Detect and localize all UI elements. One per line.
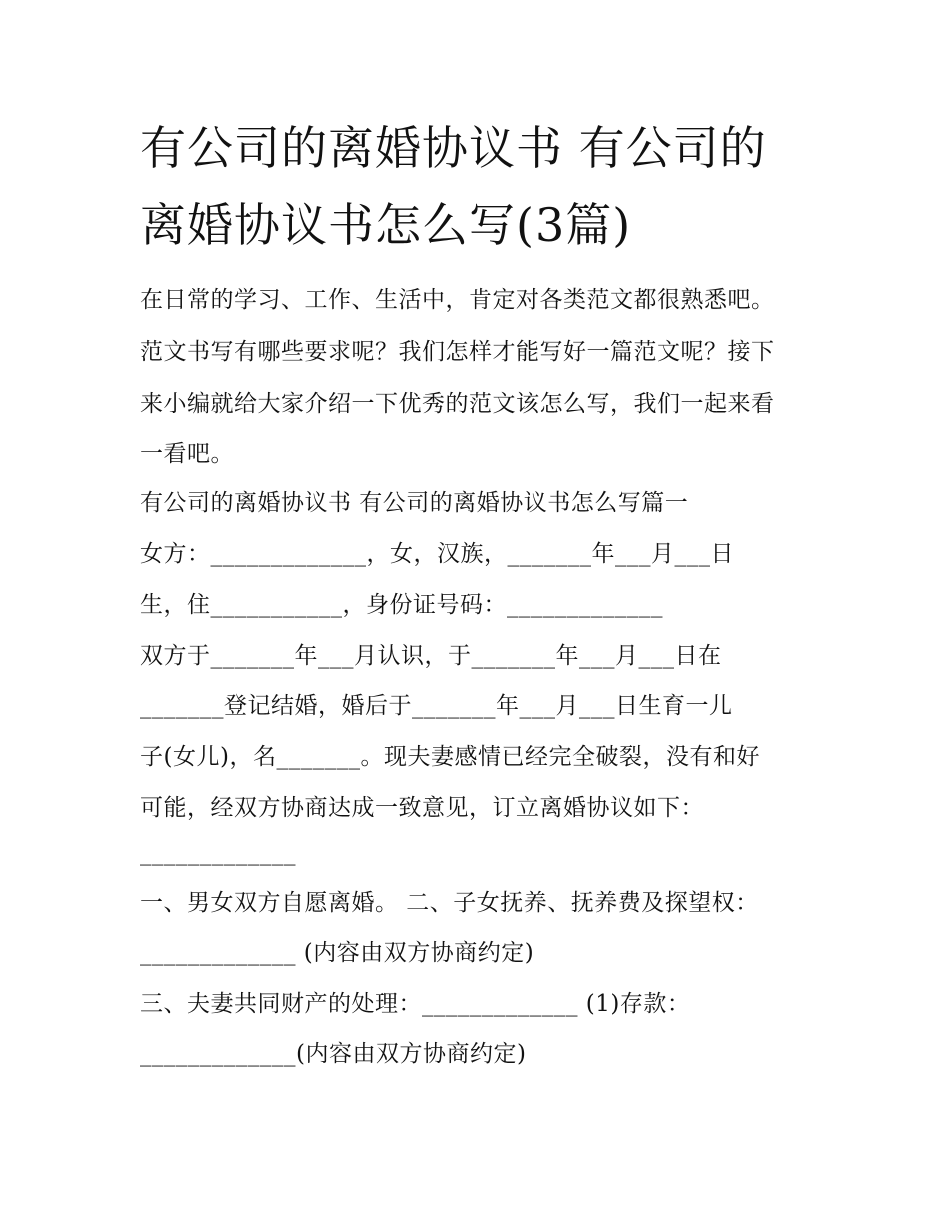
body-line: 三、夫妻共同财产的处理：_____________ (1)存款： — [140, 991, 691, 1017]
section-heading: 有公司的离婚协议书 有公司的离婚协议书怎么写篇一 — [140, 490, 689, 516]
intro-line-3: 来小编就给大家介绍一下优秀的范文该怎么写，我们一起来看 — [140, 391, 775, 417]
document-title-line-2: 离婚协议书怎么写(3篇) — [140, 198, 632, 252]
intro-line-1: 在日常的学习、工作、生活中，肯定对各类范文都很熟悉吧。 — [140, 287, 775, 313]
body-line: 女方：_____________，女，汉族，_______年___月___日 — [140, 541, 734, 567]
body-line: 子(女儿)，名_______。现夫妻感情已经完全破裂，没有和好 — [140, 744, 760, 770]
body-line: 双方于_______年___月认识，于_______年___月___日在 — [140, 643, 722, 669]
body-line: _____________ (内容由双方协商约定) — [140, 940, 535, 966]
body-line: _____________ — [140, 840, 296, 866]
intro-line-4: 一看吧。 — [140, 441, 234, 467]
document-title-line-1: 有公司的离婚协议书 有公司的 — [140, 121, 767, 175]
body-line: 可能，经双方协商达成一致意见，订立离婚协议如下： — [140, 795, 704, 821]
body-line: 一、男女双方自愿离婚。 二、子女抚养、抚养费及探望权： — [140, 890, 759, 916]
body-line: _______登记结婚，婚后于_______年___月___日生育一儿 — [140, 693, 733, 719]
body-line: _____________(内容由双方协商约定) — [140, 1041, 527, 1067]
intro-line-2: 范文书写有哪些要求呢？我们怎样才能写好一篇范文呢？接下 — [140, 339, 775, 365]
body-line: 生，住___________，身份证号码：_____________ — [140, 592, 663, 618]
